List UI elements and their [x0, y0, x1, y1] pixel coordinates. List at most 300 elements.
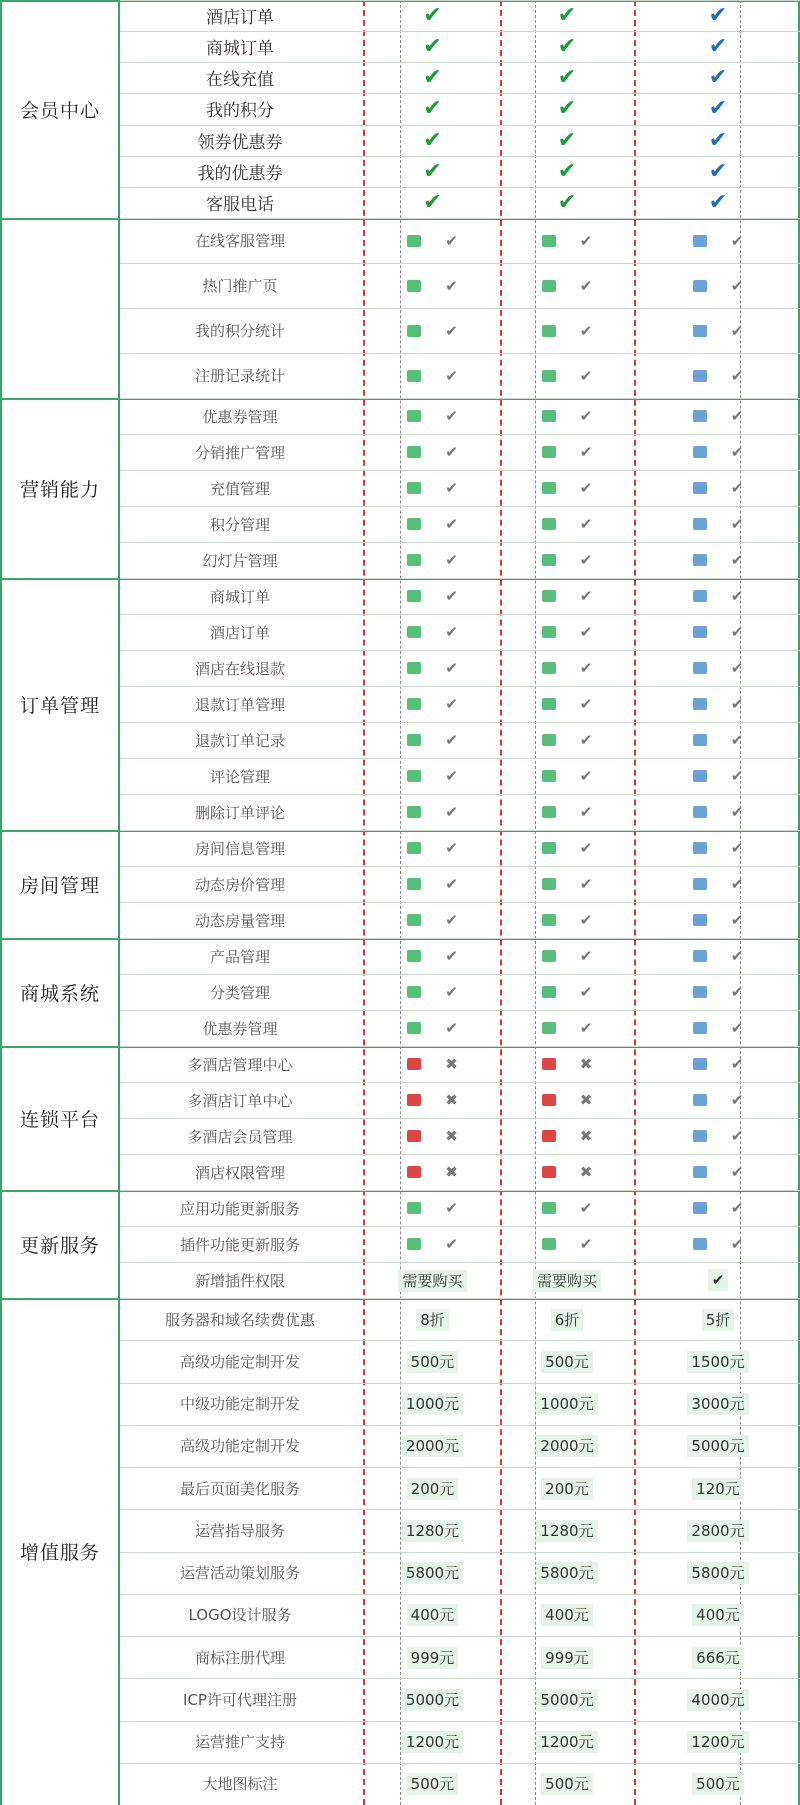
- plan-cell: [365, 1467, 500, 1509]
- table-row: [0, 758, 800, 794]
- plan-cell: [502, 1340, 632, 1382]
- table-row: [0, 794, 800, 830]
- status-mark: ✔: [730, 1163, 744, 1181]
- check-icon: [693, 1022, 707, 1034]
- table-row: [0, 187, 800, 218]
- price-value: 400元: [541, 1604, 593, 1626]
- check-icon: [693, 410, 707, 422]
- plan-cell: [636, 686, 800, 722]
- status-mark: ✔: [579, 366, 593, 385]
- price-value: 200元: [541, 1478, 593, 1500]
- plan-cell: [636, 1721, 800, 1763]
- status-mark: ✔: [445, 947, 458, 965]
- cross-icon: [542, 1058, 556, 1070]
- plan-cell: [502, 1190, 632, 1226]
- check-icon: [542, 806, 556, 818]
- status-mark: ✔: [730, 803, 744, 821]
- table-row: [0, 650, 800, 686]
- plan-cell: [502, 398, 632, 434]
- status-mark: ✔: [579, 587, 593, 605]
- plan-cell: [502, 650, 632, 686]
- status-mark: ✔: [730, 875, 744, 893]
- table-row: [0, 1298, 800, 1340]
- check-icon: [693, 482, 707, 494]
- check-icon: [542, 482, 556, 494]
- plan-cell: [636, 578, 800, 614]
- plan-cell: [365, 758, 500, 794]
- plan-cell: [502, 830, 632, 866]
- table-row: [0, 830, 800, 866]
- check-icon: ✔: [708, 3, 728, 29]
- feature-label: ICP许可代理注册: [183, 1690, 297, 1709]
- check-icon: [542, 1202, 556, 1214]
- status-mark: ✔: [445, 321, 458, 340]
- feature-label: 动态房价管理: [194, 875, 285, 894]
- plan-cell: [365, 1226, 500, 1262]
- status-mark: ✔: [579, 479, 593, 497]
- plan-cell: [365, 470, 500, 506]
- status-mark: ✔: [730, 659, 744, 677]
- status-mark: ✖: [445, 1163, 458, 1181]
- status-mark: ✔: [579, 623, 593, 641]
- status-mark: ✔: [579, 443, 593, 461]
- price-value: 1500元: [687, 1351, 748, 1373]
- feature-label: 充值管理: [209, 479, 270, 498]
- status-mark: ✔: [730, 443, 744, 461]
- status-mark: ✔: [730, 231, 744, 250]
- feature-label: 运营指导服务: [194, 1521, 285, 1540]
- plan-cell: [636, 1383, 800, 1425]
- check-icon: [407, 482, 421, 494]
- section-title: 更新服务: [19, 1234, 100, 1257]
- check-icon: [693, 1094, 707, 1106]
- plan-cell: [502, 578, 632, 614]
- plan-cell: [636, 1467, 800, 1509]
- check-icon: [407, 806, 421, 818]
- check-icon: ✔: [708, 189, 728, 215]
- status-mark: ✔: [730, 587, 744, 605]
- table-row: [0, 974, 800, 1010]
- check-icon: [542, 734, 556, 746]
- check-icon: [693, 770, 707, 782]
- status-mark: ✔: [579, 659, 593, 677]
- check-icon: [542, 698, 556, 710]
- plan-cell: [502, 614, 632, 650]
- plan-cell: [502, 187, 632, 218]
- status-mark: ✔: [579, 947, 593, 965]
- check-icon: ✔: [423, 65, 442, 91]
- feature-label: 酒店订单: [209, 623, 270, 642]
- price-value: 8折: [416, 1309, 449, 1331]
- feature-label: 在线充值: [206, 70, 274, 91]
- check-icon: [542, 410, 556, 422]
- check-icon: [542, 770, 556, 782]
- status-mark: ✔: [445, 407, 458, 425]
- table-row: [0, 93, 800, 124]
- check-icon: ✔: [557, 96, 577, 122]
- feature-label: 客服电话: [206, 194, 274, 215]
- section-title: 会员中心: [19, 99, 100, 122]
- price-value: 200元: [407, 1478, 459, 1500]
- check-icon: [542, 325, 556, 337]
- price-value: 400元: [692, 1604, 744, 1626]
- check-icon: [542, 878, 556, 890]
- plan-cell: [636, 614, 800, 650]
- table-row: [0, 1763, 800, 1805]
- status-mark: ✖: [445, 1055, 458, 1073]
- feature-label: 我的积分: [206, 101, 274, 122]
- plan-cell: [636, 722, 800, 758]
- table-row: [0, 1010, 800, 1046]
- check-icon: [407, 626, 421, 638]
- feature-label: 分销推广管理: [194, 443, 285, 462]
- table-row: [0, 1552, 800, 1594]
- price-value: 1000元: [536, 1393, 597, 1415]
- check-icon: [407, 590, 421, 602]
- price-value: 5800元: [536, 1562, 597, 1584]
- table-row: [0, 470, 800, 506]
- check-icon: ✔: [557, 127, 577, 153]
- plan-cell: [636, 902, 800, 938]
- plan-cell: [636, 353, 800, 398]
- status-mark: ✔: [445, 731, 458, 749]
- plan-cell: [365, 830, 500, 866]
- plan-cell: [365, 1425, 500, 1467]
- plan-cell: [365, 542, 500, 578]
- plan-cell: [365, 353, 500, 398]
- status-mark: ✔: [579, 839, 593, 857]
- table-row: [0, 353, 800, 398]
- table-row: [0, 1594, 800, 1636]
- table-row: [0, 686, 800, 722]
- feature-label: 商城订单: [206, 39, 274, 60]
- feature-label: 评论管理: [209, 767, 270, 786]
- plan-cell: [365, 1262, 500, 1298]
- feature-label: 多酒店管理中心: [187, 1055, 293, 1074]
- feature-label: 删除订单评论: [194, 803, 285, 822]
- status-mark: ✔: [445, 276, 458, 295]
- check-icon: ✔: [423, 158, 442, 184]
- plan-cell: [365, 434, 500, 470]
- plan-cell: [365, 866, 500, 902]
- check-icon: [542, 950, 556, 962]
- price-value: 400元: [407, 1604, 459, 1626]
- plan-cell: [636, 1636, 800, 1678]
- check-icon: [407, 280, 421, 292]
- status-mark: ✔: [730, 731, 744, 749]
- check-icon: ✔: [708, 34, 728, 60]
- check-icon: [693, 370, 707, 382]
- plan-cell: [365, 1154, 500, 1190]
- plan-cell: [502, 308, 632, 353]
- table-row: [0, 578, 800, 614]
- section-title: 商城系统: [19, 982, 100, 1005]
- plan-cell: [502, 506, 632, 542]
- plan-cell: [502, 434, 632, 470]
- check-icon: [407, 950, 421, 962]
- feature-label: 我的积分统计: [194, 322, 285, 340]
- table-row: [0, 218, 800, 263]
- plan-cell: [636, 1190, 800, 1226]
- price-value: 2800元: [687, 1520, 748, 1542]
- plan-cell: [502, 1678, 632, 1720]
- status-mark: ✖: [579, 1091, 593, 1109]
- price-value: 1280元: [536, 1520, 597, 1542]
- check-icon: ✔: [557, 65, 577, 91]
- plan-cell: [365, 1046, 500, 1082]
- check-icon: ✔: [557, 34, 577, 60]
- plan-cell: [502, 470, 632, 506]
- plan-cell: [365, 1594, 500, 1636]
- feature-label: 酒店在线退款: [194, 659, 285, 678]
- plan-cell: [502, 263, 632, 308]
- check-icon: [693, 806, 707, 818]
- plan-cell: [365, 1082, 500, 1118]
- plan-cell: [636, 1118, 800, 1154]
- price-value: 4000元: [687, 1689, 748, 1711]
- plan-cell: [636, 1154, 800, 1190]
- plan-cell: [636, 1046, 800, 1082]
- table-row: [0, 62, 800, 93]
- check-icon: ✔: [423, 3, 442, 29]
- status-mark: ✔: [579, 231, 593, 250]
- table-row: [0, 1262, 800, 1298]
- plan-cell: [365, 308, 500, 353]
- status-mark: ✔: [579, 321, 593, 340]
- check-icon: ✔: [423, 96, 442, 122]
- status-mark: ✔: [445, 1199, 458, 1217]
- status-mark: ✔: [730, 1091, 744, 1109]
- table-row: [0, 938, 800, 974]
- plan-cell: [636, 398, 800, 434]
- plan-cell: [365, 398, 500, 434]
- status-mark: ✔: [579, 515, 593, 533]
- plan-cell: [365, 1763, 500, 1805]
- status-mark: ✔: [730, 276, 744, 295]
- feature-label: 领券优惠券: [197, 132, 283, 153]
- price-value: 2000元: [402, 1435, 463, 1457]
- table-row: [0, 125, 800, 156]
- status-mark: ✔: [579, 695, 593, 713]
- status-mark: ✔: [445, 1235, 458, 1253]
- check-icon: ✔: [708, 158, 728, 184]
- check-icon: [693, 698, 707, 710]
- price-value: 5000元: [536, 1689, 597, 1711]
- cross-icon: [407, 1058, 421, 1070]
- price-value: 500元: [541, 1351, 593, 1373]
- check-icon: ✔: [557, 3, 577, 29]
- plan-cell: [636, 62, 800, 93]
- plan-cell: [636, 1552, 800, 1594]
- feature-label: 优惠券管理: [202, 1019, 278, 1038]
- price-value: 需要购买: [533, 1270, 601, 1292]
- check-icon: ✔: [708, 127, 728, 153]
- feature-label: 优惠券管理: [202, 407, 278, 426]
- table-row: [0, 506, 800, 542]
- price-value: 1200元: [687, 1731, 748, 1753]
- check-icon: [693, 842, 707, 854]
- plan-cell: [636, 1678, 800, 1720]
- feature-label: 动态房量管理: [194, 911, 285, 930]
- check-icon: [407, 842, 421, 854]
- plan-cell: [365, 1010, 500, 1046]
- table-row: [0, 1190, 800, 1226]
- check-icon: [407, 410, 421, 422]
- feature-label: 热门推广页: [202, 277, 278, 295]
- feature-label: LOGO设计服务: [188, 1606, 292, 1625]
- plan-cell: [502, 218, 632, 263]
- status-mark: ✔: [445, 1019, 458, 1037]
- check-icon: ✔: [557, 158, 577, 184]
- feature-label: 应用功能更新服务: [179, 1199, 300, 1218]
- check-icon: [693, 554, 707, 566]
- plan-cell: [636, 794, 800, 830]
- table-row: [0, 308, 800, 353]
- status-mark: ✔: [579, 1019, 593, 1037]
- table-row: [0, 1118, 800, 1154]
- status-mark: ✔: [730, 407, 744, 425]
- section-title: 订单管理: [19, 694, 100, 717]
- status-mark: ✔: [445, 659, 458, 677]
- price-value: 1280元: [402, 1520, 463, 1542]
- status-mark: ✖: [579, 1055, 593, 1073]
- feature-label: 新增插件权限: [194, 1271, 285, 1290]
- status-mark: ✔: [730, 1055, 744, 1073]
- plan-cell: [502, 1552, 632, 1594]
- plan-cell: [636, 263, 800, 308]
- plan-cell: [636, 187, 800, 218]
- check-icon: [407, 662, 421, 674]
- status-mark: ✔: [579, 803, 593, 821]
- status-mark: ✔: [579, 276, 593, 295]
- price-value: 2000元: [536, 1435, 597, 1457]
- plan-cell: [502, 1425, 632, 1467]
- plan-cell: [502, 686, 632, 722]
- feature-label: 最后页面美化服务: [179, 1479, 300, 1498]
- plan-cell: [502, 1721, 632, 1763]
- feature-label: 商标注册代理: [194, 1648, 285, 1667]
- section-title: 营销能力: [19, 478, 100, 501]
- table-row: [0, 434, 800, 470]
- check-icon: [693, 446, 707, 458]
- plan-cell: [365, 1340, 500, 1382]
- status-mark: ✔: [730, 839, 744, 857]
- feature-label: 大地图标注: [202, 1775, 278, 1794]
- check-icon: [693, 590, 707, 602]
- price-value: 5800元: [687, 1562, 748, 1584]
- price-value: 5折: [702, 1309, 735, 1331]
- plan-cell: [502, 125, 632, 156]
- table-row: [0, 1425, 800, 1467]
- section-title: 连锁平台: [19, 1108, 100, 1131]
- plan-cell: [502, 156, 632, 187]
- status-mark: ✖: [579, 1127, 593, 1145]
- plan-cell: [502, 62, 632, 93]
- plan-cell: [636, 308, 800, 353]
- plan-cell: [502, 1467, 632, 1509]
- feature-label: 服务器和域名续费优惠: [164, 1310, 315, 1329]
- plan-cell: [502, 758, 632, 794]
- check-icon: ✔: [423, 34, 442, 60]
- check-icon: [407, 554, 421, 566]
- status-mark: ✔: [445, 443, 458, 461]
- check-icon: ✔: [423, 189, 442, 215]
- plan-cell: [502, 542, 632, 578]
- plan-cell: [502, 353, 632, 398]
- plan-cell: [502, 1046, 632, 1082]
- feature-label: 我的优惠券: [197, 163, 283, 184]
- plan-cell: [365, 62, 500, 93]
- check-icon: [542, 662, 556, 674]
- check-icon: [693, 325, 707, 337]
- plan-cell: [365, 1721, 500, 1763]
- table-row: [0, 156, 800, 187]
- check-icon: [693, 1238, 707, 1250]
- plan-cell: [636, 938, 800, 974]
- check-icon: [542, 842, 556, 854]
- plan-cell: [502, 974, 632, 1010]
- check-icon: [693, 914, 707, 926]
- feature-label: 幻灯片管理: [202, 551, 278, 570]
- plan-cell: [502, 1154, 632, 1190]
- feature-label: 商城订单: [209, 587, 270, 606]
- price-value: 500元: [407, 1351, 459, 1373]
- price-value: 500元: [407, 1773, 459, 1795]
- table-row: [0, 1383, 800, 1425]
- table-row: [0, 263, 800, 308]
- status-mark: ✔: [730, 623, 744, 641]
- cross-icon: [407, 1094, 421, 1106]
- table-row: [0, 1226, 800, 1262]
- plan-cell: [502, 1383, 632, 1425]
- table-row: [0, 722, 800, 758]
- table-row: [0, 0, 800, 31]
- check-icon: [693, 986, 707, 998]
- table-row: [0, 1154, 800, 1190]
- feature-label: 积分管理: [209, 515, 270, 534]
- status-mark: ✔: [579, 1199, 593, 1217]
- feature-label: 分类管理: [209, 983, 270, 1002]
- table-row: [0, 902, 800, 938]
- table-row: [0, 1340, 800, 1382]
- table-row: [0, 1467, 800, 1509]
- plan-cell: [365, 1552, 500, 1594]
- plan-cell: [502, 0, 632, 31]
- check-icon: [407, 986, 421, 998]
- plan-cell: [636, 0, 800, 31]
- status-mark: ✔: [445, 767, 458, 785]
- plan-cell: [365, 794, 500, 830]
- table-row: [0, 1082, 800, 1118]
- status-mark: ✖: [579, 1163, 593, 1181]
- status-mark: ✔: [730, 947, 744, 965]
- plan-cell: [502, 1594, 632, 1636]
- feature-label: 多酒店订单中心: [187, 1091, 293, 1110]
- plan-cell: [365, 506, 500, 542]
- plan-cell: [502, 794, 632, 830]
- plan-cell: [502, 1298, 632, 1340]
- check-icon: ✔: [423, 127, 442, 153]
- check-icon: [542, 914, 556, 926]
- check-icon: [542, 446, 556, 458]
- plan-cell: [365, 722, 500, 758]
- feature-label: 酒店权限管理: [194, 1163, 285, 1182]
- check-icon: [407, 518, 421, 530]
- check-icon: [407, 878, 421, 890]
- price-value: 5800元: [402, 1562, 463, 1584]
- feature-label: 退款订单管理: [194, 695, 285, 714]
- feature-label: 高级功能定制开发: [179, 1352, 300, 1371]
